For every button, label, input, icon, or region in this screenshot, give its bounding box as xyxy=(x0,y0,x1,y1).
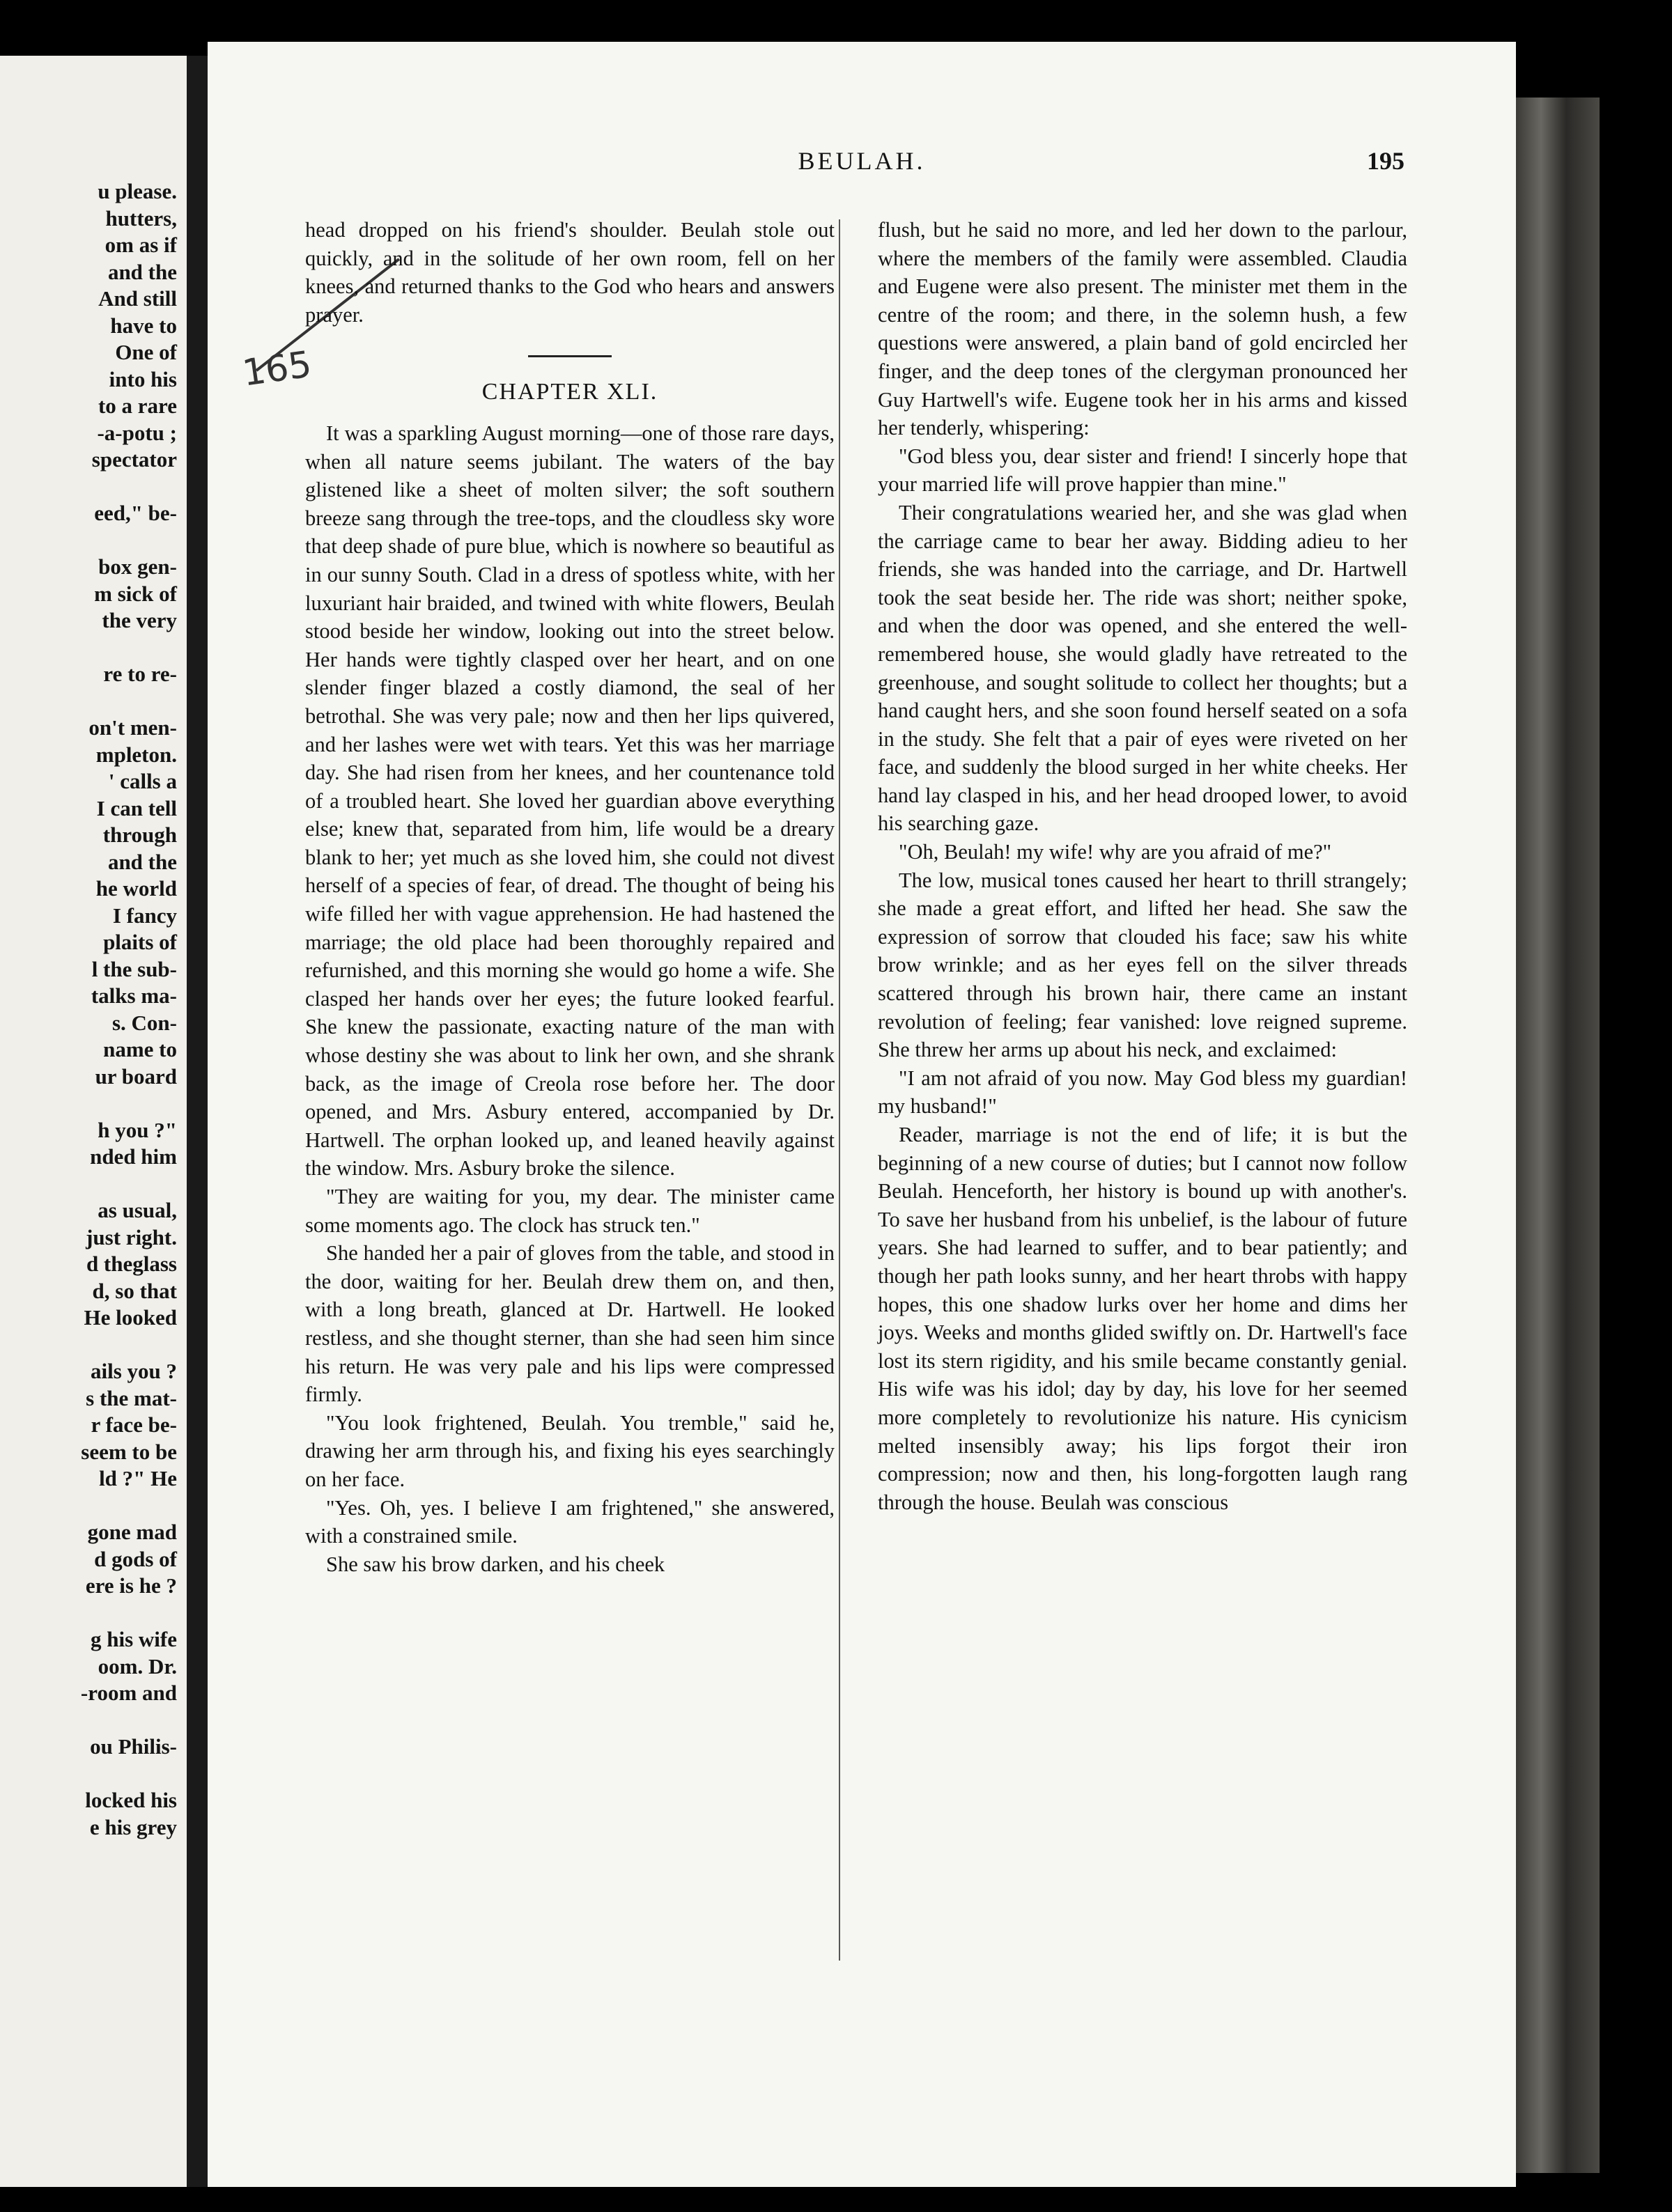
facing-page-line: eed," be- xyxy=(94,501,177,525)
left-text-column xyxy=(305,216,835,1578)
facing-page-line: And still xyxy=(98,286,177,311)
column-divider xyxy=(839,219,840,1961)
paragraph: "I am not afraid of you now. May God bless my guardian! my husband!" xyxy=(878,1066,1407,1119)
facing-page-line: talks ma- xyxy=(91,983,177,1008)
chapter-heading: CHAPTER XLI. xyxy=(481,379,658,405)
facing-page-line xyxy=(0,474,187,501)
facing-page-line xyxy=(0,527,187,554)
facing-page-line: I fancy xyxy=(112,903,177,928)
facing-page-line: I can tell xyxy=(96,795,177,820)
left-column-opening: head dropped on his friend's shoulder. Beulah stole out quickly, and in the solitude of her own room, fell on her knees, and returned thanks to the God who hears and answers prayer. xyxy=(305,218,835,327)
facing-page-line: gone mad xyxy=(87,1520,177,1544)
handwritten-page-note: 165 xyxy=(240,343,314,395)
facing-page-text xyxy=(0,178,187,1841)
right-text-column xyxy=(878,216,1407,1516)
facing-page-line: as usual, xyxy=(98,1198,177,1222)
paragraph: She saw his brow darken, and his cheek xyxy=(326,1552,665,1576)
paragraph: She handed her a pair of gloves from the table, and stood in the door, waiting for her. Beulah drew them on, and then, with a long breath, glanced at Dr. Hartwell. He looked restless, and she thought sterner, than she had seen him since his return. He was very pale and his lips were compressed firmly. xyxy=(305,1241,835,1407)
facing-page-line xyxy=(0,1707,187,1734)
facing-page-line: r face be- xyxy=(91,1412,177,1437)
section-rule xyxy=(528,355,612,357)
facing-page-line: l the sub- xyxy=(91,956,177,981)
facing-page-line: g his wife xyxy=(91,1627,177,1651)
page-header xyxy=(208,146,1516,188)
facing-page-line: on't men- xyxy=(88,715,177,740)
facing-page-line: u please. xyxy=(98,179,177,203)
facing-page-line: spectator xyxy=(91,447,177,472)
facing-page-line: d gods of xyxy=(94,1546,177,1571)
facing-page-line xyxy=(0,1600,187,1627)
facing-page-line: through xyxy=(102,823,177,847)
facing-page-line: plaits of xyxy=(103,930,177,954)
facing-page-line xyxy=(0,1493,187,1520)
facing-page-line: box gen- xyxy=(98,554,177,579)
facing-page-line: name to xyxy=(103,1037,177,1061)
facing-page-line: ' calls a xyxy=(108,769,177,793)
running-title: BEULAH. xyxy=(798,147,926,175)
facing-page-line: ld ?" He xyxy=(99,1466,177,1490)
facing-page-line: to a rare xyxy=(98,394,177,418)
facing-page-line: seem to be xyxy=(81,1439,177,1464)
facing-page-line: s the mat- xyxy=(86,1385,177,1410)
facing-page-line: just right. xyxy=(86,1224,177,1249)
page-number: 195 xyxy=(1367,147,1404,175)
facing-page-line xyxy=(0,1090,187,1117)
paragraph: The low, musical tones caused her heart to thrill strangely; she made a great effort, and lifted her head. She saw the expression of sorrow that clouded his face; saw his white brow wrinkle; and as her eyes fell on the silver threads scattered through his brown hair, there came an instant revolution of feeling; fear vanished: love reigned supreme. She threw her arms up about his neck, and exclaimed: xyxy=(878,868,1407,1062)
facing-page-line: re to re- xyxy=(103,662,177,686)
facing-page-line: d theglass xyxy=(86,1252,177,1276)
book-page xyxy=(208,42,1516,2187)
facing-page-line: locked his xyxy=(85,1788,177,1812)
facing-page-line: the very xyxy=(102,608,177,632)
paragraph: Reader, marriage is not the end of life; it is but the beginning of a new course of duties; but I cannot now follow Beulah. Henceforth, her history is bound up with another's. To save her husband from his unbelief, is the labour of future years. She had learned to suffer, and to bear patiently; and though her path looks sunny, and her heart throbs with happy hopes, this one shadow lurks over her home and dims her joys. Weeks and months glided swiftly on. Dr. Hartwell's face lost its stern rigidity, and his smile became constantly genial. His wife was his idol; day by day, his love for her seemed more completely to revolutionize his nature. His cynicism melted insensibly away; his lips forgot their iron compression; now and then, his long-forgotten laugh rang through the house. Beulah was conscious xyxy=(878,1123,1407,1514)
facing-page-line: into his xyxy=(109,366,177,391)
facing-page-line xyxy=(0,1171,187,1198)
facing-page-line: He looked xyxy=(84,1305,177,1330)
facing-page-line: have to xyxy=(110,313,177,338)
paragraph: Their congratulations wearied her, and she was glad when the carriage came to bear her away. Bidding adieu to her friends, she was handed into the carriage, and Dr. Hartwell took the seat beside her. The ride was short; neither spoke, and when the door was opened, and she entered the well-remembered house, she would gladly have retreated to the greenhouse, and sought solitude to collect her thoughts; but a hand caught hers, and she soon found herself seated on a sofa in the study. She felt that a pair of eyes were riveted on her face, and suddenly the blood surged in her white cheeks. Her hand lay clasped in his, and her head drooped lower, to avoid his searching gaze. xyxy=(878,500,1407,836)
facing-page-line: hutters, xyxy=(105,205,177,231)
facing-page-line: nded him xyxy=(90,1144,177,1169)
paragraph: "They are waiting for you, my dear. The minister came some moments ago. The clock has struck ten." xyxy=(305,1185,835,1237)
book-gutter xyxy=(187,56,208,2187)
paragraph: "You look frightened, Beulah. You tremble," said he, drawing her arm through his, and fixing his eyes searchingly on her face. xyxy=(305,1410,835,1491)
paragraph: "Oh, Beulah! my wife! why are you afraid of me?" xyxy=(899,840,1332,864)
facing-page-line: s. Con- xyxy=(111,1010,177,1035)
facing-page-line: h you ?" xyxy=(98,1117,177,1142)
paragraph: "Yes. Oh, yes. I believe I am frightened," she answered, with a constrained smile. xyxy=(305,1495,835,1548)
facing-page-line: om as if xyxy=(104,233,177,257)
facing-page-line: and the xyxy=(107,849,177,874)
facing-page-line: ur board xyxy=(95,1064,177,1089)
facing-page-line: -room and xyxy=(80,1681,177,1705)
facing-page-line xyxy=(0,688,187,715)
facing-page-line: ou Philis- xyxy=(90,1734,177,1759)
right-column-opening: flush, but he said no more, and led her down to the parlour, where the members of the family were assembled. Claudia and Eugene were also present. The minister met them in the centre of the room; and there, in the solemn hush, a few questions were answered, a plain band of gold encircled her finger, and the deep tones of the clergyman pronounced her Guy Hartwell's wife. Eugene took her in his arms and kissed her tenderly, whispering: xyxy=(878,218,1407,440)
facing-page-line: m sick of xyxy=(94,581,177,606)
facing-page-line: mpleton. xyxy=(95,742,177,767)
facing-page-line: ere is he ? xyxy=(85,1573,177,1598)
facing-page-line: e his grey xyxy=(89,1814,177,1839)
facing-page-line xyxy=(0,634,187,662)
facing-page-line xyxy=(0,1761,187,1788)
paragraph: "God bless you, dear sister and friend! I sincerly hope that your married life will prove happier than mine." xyxy=(878,444,1407,497)
facing-page-line: oom. Dr. xyxy=(98,1653,177,1679)
facing-page-line xyxy=(0,1332,187,1359)
page-edges xyxy=(1516,98,1600,2173)
facing-page-line: and the xyxy=(107,259,177,284)
facing-page-line: -a-potu ; xyxy=(97,420,177,445)
facing-page-line: One of xyxy=(115,340,177,364)
facing-page-line: d, so that xyxy=(92,1278,177,1303)
facing-page-fragment xyxy=(0,56,187,2187)
facing-page-line: ails you ? xyxy=(90,1359,177,1383)
facing-page-line: he world xyxy=(95,876,177,901)
paragraph: It was a sparkling August morning—one of those rare days, when all nature seems jubilant. The waters of the bay glistened like a sheet of molten silver; the soft southern breeze sang through the tree-tops, and the cloudless sky wore that deep shade of pure blue, which is nowhere so beautiful as in our sunny South. Clad in a dress of spotless white, with her luxuriant hair braided, and twined with white flowers, Beulah stood beside her window, looking out into the street below. Her hands were tightly clasped over her heart, and on one slender finger blazed a costly diamond, the seal of her betrothal. She was very pale; now and then her lips quivered, and her lashes were wet with tears. Yet this was her marriage day. She had risen from her knees, and her countenance told of a troubled heart. She loved her guardian above everything else; knew that, separated from him, life would be a dreary blank to her; yet much as she loved him, she could not divest herself of a species of fear, of dread. The thought of being his wife filled her with vague apprehension. He had hastened the marriage; the old place had been thoroughly repaired and refurnished, and this morning she would go home a wife. She clasped her hands over her eyes; the future looked fearful. She knew the passionate, exacting nature of the man with whose destiny she was about to link her own, and she shrank back, as the image of Creola rose before her. The door opened, and Mrs. Asbury entered, accompanied by Dr. Hartwell. The orphan looked up, and leaned heavily against the window. Mrs. Asbury broke the silence. xyxy=(305,421,835,1181)
